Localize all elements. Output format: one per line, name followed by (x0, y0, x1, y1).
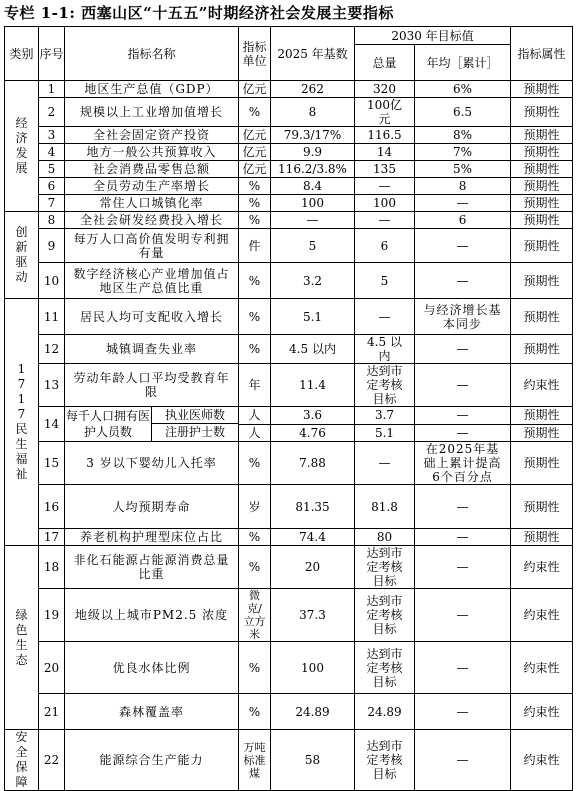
row-total: — (355, 212, 415, 229)
row-total: 100 (355, 195, 415, 212)
row-avg: — (415, 694, 511, 730)
row-name: 数字经济核心产业增加值占地区生产总值比重 (65, 263, 239, 299)
category-label: 经济发展 (15, 116, 28, 175)
row-name: 人均预期寿命 (65, 485, 239, 529)
table-row (5, 407, 573, 425)
header-seq: 序号 (39, 27, 65, 81)
row-avg: — (415, 730, 511, 791)
row-unit: 人 (239, 407, 271, 425)
row-avg: — (415, 364, 511, 407)
row-seq: 5 (39, 161, 65, 178)
row-avg: — (415, 407, 511, 425)
row-attr: 约束性 (511, 642, 573, 694)
row-total: 5.1 (355, 424, 415, 442)
row-base: 3.2 (271, 263, 355, 299)
row-name: 全员劳动生产率增长 (65, 178, 239, 195)
row-seq: 3 (39, 127, 65, 144)
row-seq: 14 (39, 407, 65, 442)
row-unit: % (239, 195, 271, 212)
row-total: 3.7 (355, 407, 415, 425)
row-attr: 预期性 (511, 229, 573, 263)
row-avg: 6% (415, 81, 511, 98)
indicators-table (4, 26, 573, 791)
row-unit: 人 (239, 424, 271, 442)
row-attr: 预期性 (511, 299, 573, 335)
row-seq: 13 (39, 364, 65, 407)
row-total: 达到市定考核目标 (355, 546, 415, 589)
row-avg: — (415, 485, 511, 529)
table-row (5, 144, 573, 161)
row-avg: — (415, 529, 511, 546)
table-row (5, 229, 573, 263)
row-unit: % (239, 212, 271, 229)
row-seq: 8 (39, 212, 65, 229)
row-base: 20 (271, 546, 355, 589)
row-name: 社会消费品零售总额 (65, 161, 239, 178)
row-attr: 预期性 (511, 161, 573, 178)
table-row (5, 127, 573, 144)
row-name: 全社会研发经费投入增长 (65, 212, 239, 229)
row-name: 非化石能源占能源消费总量比重 (65, 546, 239, 589)
table-row (5, 335, 573, 364)
row-total: 320 (355, 81, 415, 98)
row-total: 80 (355, 529, 415, 546)
category-green (5, 546, 39, 730)
row-seq: 2 (39, 98, 65, 127)
row-unit: % (239, 335, 271, 364)
row-unit: 亿元 (239, 127, 271, 144)
row-unit: 岁 (239, 485, 271, 529)
header-avg: 年均［累计］ (415, 45, 511, 81)
row-base: 9.9 (271, 144, 355, 161)
row-total: 达到市定考核目标 (355, 642, 415, 694)
row-base: 7.88 (271, 442, 355, 485)
table-row (5, 299, 573, 335)
category-security (5, 730, 39, 791)
row-total: 135 (355, 161, 415, 178)
row-base: 5.1 (271, 299, 355, 335)
category-innovation (5, 212, 39, 299)
row-name (65, 407, 239, 442)
row-seq: 11 (39, 299, 65, 335)
category-label: 1717民生福祉 (15, 362, 28, 481)
row-unit: % (239, 178, 271, 195)
row-seq: 4 (39, 144, 65, 161)
row-seq: 7 (39, 195, 65, 212)
table-row (5, 98, 573, 127)
header-attr: 指标属性 (511, 27, 573, 81)
table-row (5, 161, 573, 178)
row-unit: 微克/立方米 (239, 589, 271, 642)
row-base: 58 (271, 730, 355, 791)
table-row (5, 546, 573, 589)
row-attr: 预期性 (511, 195, 573, 212)
row-seq: 18 (39, 546, 65, 589)
row-subname: 注册护士数 (164, 425, 225, 439)
row-attr: 预期性 (511, 529, 573, 546)
row-total: 4.5 以内 (355, 335, 415, 364)
row-name-main: 每千人口拥有医护人员数 (65, 409, 150, 439)
row-base: 100 (271, 195, 355, 212)
row-avg: 7% (415, 144, 511, 161)
row-name: 常住人口城镇化率 (65, 195, 239, 212)
row-base: 262 (271, 81, 355, 98)
row-attr: 预期性 (511, 98, 573, 127)
row-seq: 16 (39, 485, 65, 529)
row-attr: 约束性 (511, 589, 573, 642)
category-label: 创新驱动 (15, 225, 28, 284)
table-row (5, 730, 573, 791)
row-avg: — (415, 335, 511, 364)
table-row (5, 81, 573, 98)
row-attr: 预期性 (511, 263, 573, 299)
row-avg: — (415, 424, 511, 442)
row-unit: % (239, 98, 271, 127)
category-label: 绿色生态 (15, 607, 28, 667)
row-unit: % (239, 299, 271, 335)
row-name: 地区生产总值（GDP） (65, 81, 239, 98)
row-base: 8 (271, 98, 355, 127)
row-attr: 预期性 (511, 407, 573, 425)
row-unit: 年 (239, 364, 271, 407)
row-seq: 6 (39, 178, 65, 195)
header-category: 类别 (5, 27, 39, 81)
row-attr: 预期性 (511, 81, 573, 98)
row-avg: — (415, 546, 511, 589)
row-unit: 亿元 (239, 81, 271, 98)
row-attr: 预期性 (511, 442, 573, 485)
header-name: 指标名称 (65, 27, 239, 81)
row-total: 6 (355, 229, 415, 263)
row-avg: — (415, 229, 511, 263)
row-name: 养老机构护理型床位占比 (65, 529, 239, 546)
row-total: — (355, 178, 415, 195)
row-base: 79.3/17% (271, 127, 355, 144)
row-avg: — (415, 263, 511, 299)
row-seq: 21 (39, 694, 65, 730)
row-total: 达到市定考核目标 (355, 730, 415, 791)
row-total: 24.89 (355, 694, 415, 730)
row-base: 4.76 (271, 424, 355, 442)
row-avg: — (415, 642, 511, 694)
row-name: 劳动年龄人口平均受教育年限 (65, 364, 239, 407)
table-row (5, 529, 573, 546)
row-base: 8.4 (271, 178, 355, 195)
row-attr: 预期性 (511, 144, 573, 161)
header-unit: 指标单位 (239, 27, 271, 81)
row-unit: % (239, 546, 271, 589)
row-base: 37.3 (271, 589, 355, 642)
row-seq: 1 (39, 81, 65, 98)
row-attr: 预期性 (511, 335, 573, 364)
table-row (5, 178, 573, 195)
row-subname: 执业医师数 (152, 407, 238, 424)
row-avg: — (415, 195, 511, 212)
header-target: 2030 年目标值 (355, 27, 511, 45)
row-name: 每万人口高价值发明专利拥有量 (65, 229, 239, 263)
row-avg: 6 (415, 212, 511, 229)
row-name: 规模以上工业增加值增长 (65, 98, 239, 127)
row-attr: 预期性 (511, 212, 573, 229)
row-seq: 17 (39, 529, 65, 546)
row-total: 达到市定考核目标 (355, 589, 415, 642)
row-base: — (271, 212, 355, 229)
row-attr: 约束性 (511, 364, 573, 407)
table-row (5, 694, 573, 730)
row-avg: 5% (415, 161, 511, 178)
row-name: 全社会固定资产投资 (65, 127, 239, 144)
row-avg: 8% (415, 127, 511, 144)
header-base: 2025 年基数 (271, 27, 355, 81)
row-total: 达到市定考核目标 (355, 364, 415, 407)
row-attr: 约束性 (511, 730, 573, 791)
row-unit: % (239, 442, 271, 485)
row-name: 优良水体比例 (65, 642, 239, 694)
row-name: 居民人均可支配收入增长 (65, 299, 239, 335)
row-attr: 预期性 (511, 178, 573, 195)
category-label: 安全保障 (15, 730, 28, 789)
table-row (5, 195, 573, 212)
header-total: 总量 (355, 45, 415, 81)
row-unit: 万吨标准煤 (239, 730, 271, 791)
row-unit: 亿元 (239, 161, 271, 178)
row-avg: 在2025年基础上累计提高6个百分点 (415, 442, 511, 485)
table-row (5, 642, 573, 694)
row-avg: 8 (415, 178, 511, 195)
row-seq: 15 (39, 442, 65, 485)
row-seq: 22 (39, 730, 65, 791)
row-name: 能源综合生产能力 (65, 730, 239, 791)
row-name: 地级以上城市PM2.5 浓度 (65, 589, 239, 642)
row-name: 森林覆盖率 (65, 694, 239, 730)
row-name: 城镇调查失业率 (65, 335, 239, 364)
row-attr: 预期性 (511, 424, 573, 442)
table-row (5, 589, 573, 642)
row-unit: % (239, 529, 271, 546)
row-base: 11.4 (271, 364, 355, 407)
row-seq: 19 (39, 589, 65, 642)
row-base: 24.89 (271, 694, 355, 730)
row-seq: 20 (39, 642, 65, 694)
row-base: 116.2/3.8% (271, 161, 355, 178)
row-total: 5 (355, 263, 415, 299)
row-unit: 亿元 (239, 144, 271, 161)
row-base: 5 (271, 229, 355, 263)
row-seq: 9 (39, 229, 65, 263)
row-attr: 约束性 (511, 546, 573, 589)
row-unit: % (239, 642, 271, 694)
row-total: 116.5 (355, 127, 415, 144)
row-total: — (355, 299, 415, 335)
table-row (5, 364, 573, 407)
row-attr: 预期性 (511, 485, 573, 529)
row-seq: 12 (39, 335, 65, 364)
table-row (5, 442, 573, 485)
row-unit: % (239, 694, 271, 730)
row-base: 4.5 以内 (271, 335, 355, 364)
table-row (5, 485, 573, 529)
row-base: 3.6 (271, 407, 355, 425)
row-total: 14 (355, 144, 415, 161)
table-row (5, 263, 573, 299)
row-attr: 预期性 (511, 127, 573, 144)
row-name: 地方一般公共预算收入 (65, 144, 239, 161)
row-unit: % (239, 263, 271, 299)
row-base: 74.4 (271, 529, 355, 546)
row-name: 3 岁以下婴幼儿入托率 (65, 442, 239, 485)
row-unit: 件 (239, 229, 271, 263)
row-base: 100 (271, 642, 355, 694)
category-economy (5, 81, 39, 212)
row-base: 81.35 (271, 485, 355, 529)
row-seq: 10 (39, 263, 65, 299)
row-avg: 6.5 (415, 98, 511, 127)
table-row (5, 212, 573, 229)
category-livelihood (5, 299, 39, 546)
row-total: — (355, 442, 415, 485)
row-total: 81.8 (355, 485, 415, 529)
row-attr: 约束性 (511, 694, 573, 730)
table-title: 专栏 1-1: 西塞山区“十五五”时期经济社会发展主要指标 (4, 4, 394, 22)
row-total: 100亿元 (355, 98, 415, 127)
row-avg: — (415, 589, 511, 642)
row-avg: 与经济增长基本同步 (415, 299, 511, 335)
